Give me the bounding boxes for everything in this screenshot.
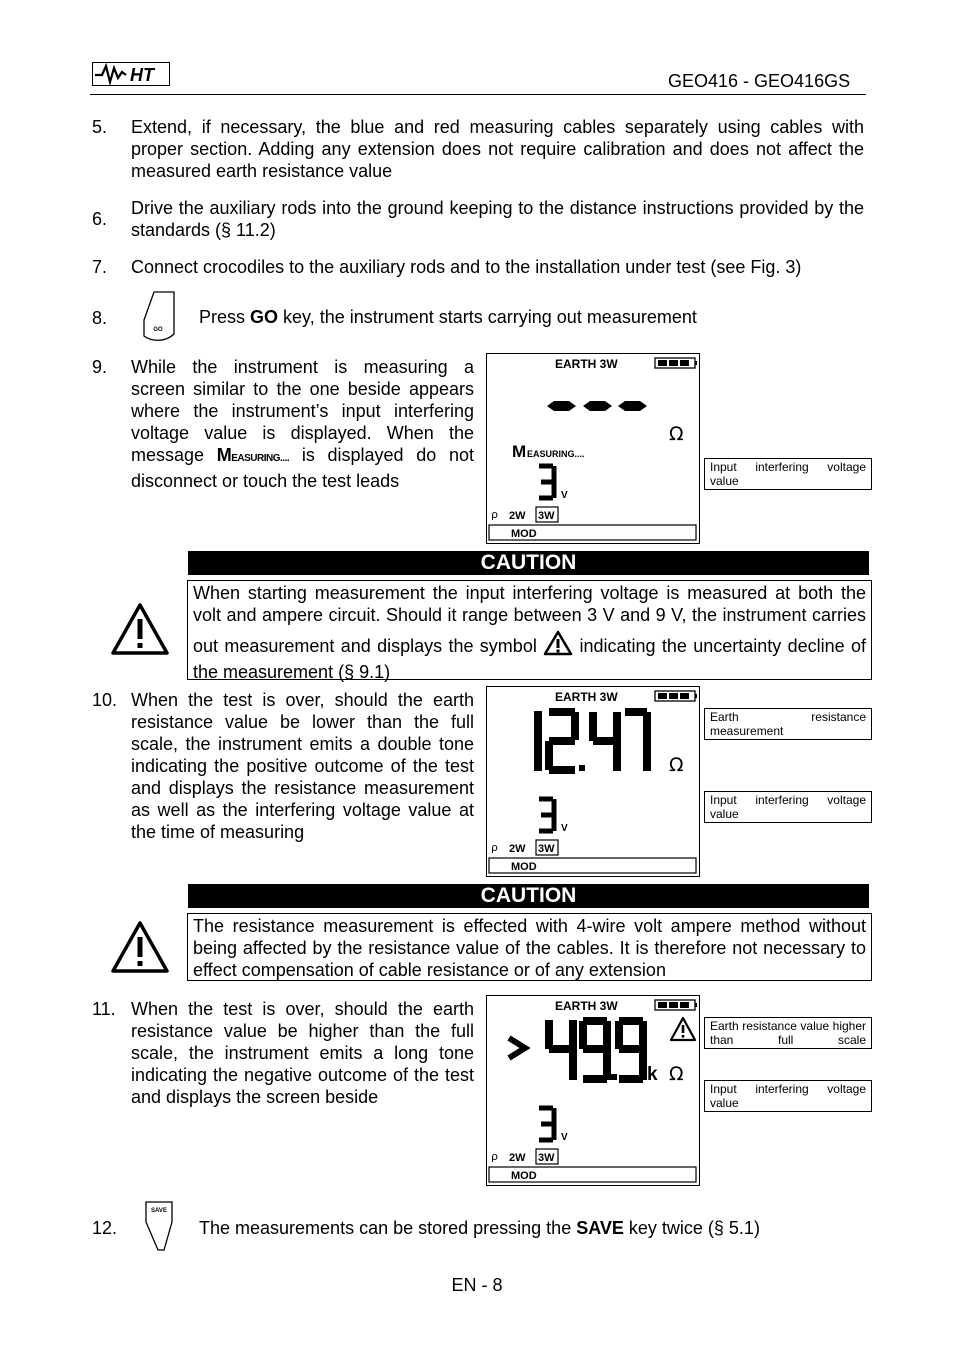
lcd3-3w: 3W	[538, 1152, 555, 1164]
warning-triangle-icon-2	[109, 919, 171, 975]
step-11-text: When the test is over, should the earth resistance value be higher than the full scale, the instrument emits a long tone indicating the negative outcome of the test and displays the screen beside	[131, 999, 474, 1107]
go-key-label: GO	[153, 327, 163, 333]
lcd1-dashes	[547, 401, 647, 411]
callout-3: Input interfering voltage value	[704, 791, 872, 823]
lcd3-title: EARTH 3W	[555, 999, 618, 1013]
lcd1-measuring-small: EASURING....	[527, 449, 585, 459]
lcd2-mod: MOD	[511, 861, 537, 873]
logo-text: HT	[130, 65, 154, 85]
step-8-number: 8.	[92, 308, 108, 328]
caution-2-box: The resistance measurement is effected with 4-wire volt ampere method without being affected by the resistance value of the cables. It is therefore not necessary to effect compensation of cable resistance or of any extension	[187, 913, 872, 981]
step-5-number: 5.	[92, 117, 108, 137]
lcd2-2w: 2W	[509, 843, 526, 855]
lcd1-2w: 2W	[509, 510, 526, 522]
caution-1-title: CAUTION	[188, 551, 869, 575]
lcd3-kilo: k	[647, 1064, 658, 1085]
ht-logo	[92, 62, 170, 86]
lcd1-measuring-big: M	[512, 442, 527, 461]
lcd3-battery-icon	[655, 1000, 697, 1010]
lcd3-mod: MOD	[511, 1170, 537, 1182]
lcd1-ohm: Ω	[669, 423, 684, 445]
step-9-text: While the instrument is measuring a screen similar to the one beside appears where the instrument’s input interfering voltage value is displayed. When the message MEASURING.... is displayed do not disconnect or touch the test leads	[131, 357, 474, 491]
lcd3-reading-digits	[549, 1020, 643, 1080]
lcd3-rho: ρ	[491, 1150, 498, 1163]
step-10-text: When the test is over, should the earth resistance value be lower than the full scale, the instrument emits a double tone indicating the positive outcome of the test and displays the resistance measurement as well as the interfering voltage value at the time of measuring	[131, 690, 474, 842]
lcd2-decimal-point	[579, 765, 585, 771]
step-9-number: 9.	[92, 357, 108, 377]
page-number: EN - 8	[451, 1275, 503, 1295]
header-divider	[90, 94, 866, 95]
step-12-number: 12.	[92, 1218, 118, 1238]
callout-1: Input interfering voltage value	[704, 458, 872, 490]
lcd2-volt-unit: V	[561, 823, 568, 834]
lcd2-volt-digit-3	[539, 799, 554, 831]
step-5-text: Extend, if necessary, the blue and red measuring cables separately using cables with proper section. Adding any extension does not require calibration and does not affect the measured earth resistance value	[131, 117, 864, 181]
step-8-text: Press GO key, the instrument starts carrying out measurement	[199, 307, 697, 327]
step-10-number: 10.	[92, 690, 118, 710]
lcd2-3w: 3W	[538, 843, 555, 855]
lcd1-volt-unit: V	[561, 490, 568, 501]
lcd2-rho: ρ	[491, 841, 498, 854]
step-7-number: 7.	[92, 257, 108, 277]
lcd3-over-sign	[509, 1038, 525, 1058]
caution-1-box: When starting measurement the input interfering voltage is measured at both the volt and ampere circuit. Should it range between 3 V and 9 V, the instrument carries out measurement and displays the symbol indicating the uncertainty decline of the measurement (§ 9.1)	[187, 580, 872, 680]
callout-4: Earth resistance value higher than full scale	[704, 1017, 872, 1049]
save-key-label: SAVE	[151, 1208, 167, 1214]
lcd1-rho: ρ	[491, 508, 498, 521]
lcd2-ohm: Ω	[669, 754, 684, 776]
warning-triangle-icon	[109, 601, 171, 657]
lcd-screen-over-range	[486, 995, 700, 1186]
caution-2-title: CAUTION	[188, 884, 869, 908]
lcd1-battery-icon	[655, 358, 697, 368]
lcd1-3w: 3W	[538, 510, 555, 522]
save-key[interactable]	[142, 1200, 178, 1254]
callout-2: Earth resistance measurement	[704, 708, 872, 740]
lcd2-reading-digits	[538, 711, 647, 771]
lcd1-title: EARTH 3W	[555, 357, 618, 371]
lcd-screen-result-ok	[486, 686, 700, 877]
step-7-text: Connect crocodiles to the auxiliary rods and to the installation under test (see Fig. 3)	[131, 257, 802, 277]
lcd3-ohm: Ω	[669, 1063, 684, 1085]
lcd3-decimal-point	[611, 1074, 617, 1080]
lcd3-volt-unit: V	[561, 1132, 568, 1143]
go-key[interactable]	[140, 290, 176, 344]
lcd2-battery-icon	[655, 691, 697, 701]
lcd1-mod: MOD	[511, 528, 537, 540]
lcd3-warning-icon	[671, 1018, 695, 1040]
inline-warning-icon	[543, 630, 573, 661]
step-6-text: Drive the auxiliary rods into the ground keeping to the distance instructions provided by the standards (§ 11.2)	[131, 198, 864, 240]
callout-5: Input interfering voltage value	[704, 1080, 872, 1112]
lcd-screen-measuring	[486, 353, 700, 544]
step-6-number: 6.	[92, 209, 108, 229]
measuring-inline-label: MEASURING....	[216, 445, 290, 465]
lcd3-volt-digit-3	[539, 1108, 554, 1140]
step-12-text: The measurements can be stored pressing the SAVE key twice (§ 5.1)	[199, 1218, 760, 1238]
lcd3-2w: 2W	[509, 1152, 526, 1164]
step-11-number: 11.	[92, 999, 116, 1019]
lcd1-volt-digit-3	[539, 466, 554, 498]
lcd2-title: EARTH 3W	[555, 690, 618, 704]
model-name: GEO416 - GEO416GS	[668, 71, 851, 91]
